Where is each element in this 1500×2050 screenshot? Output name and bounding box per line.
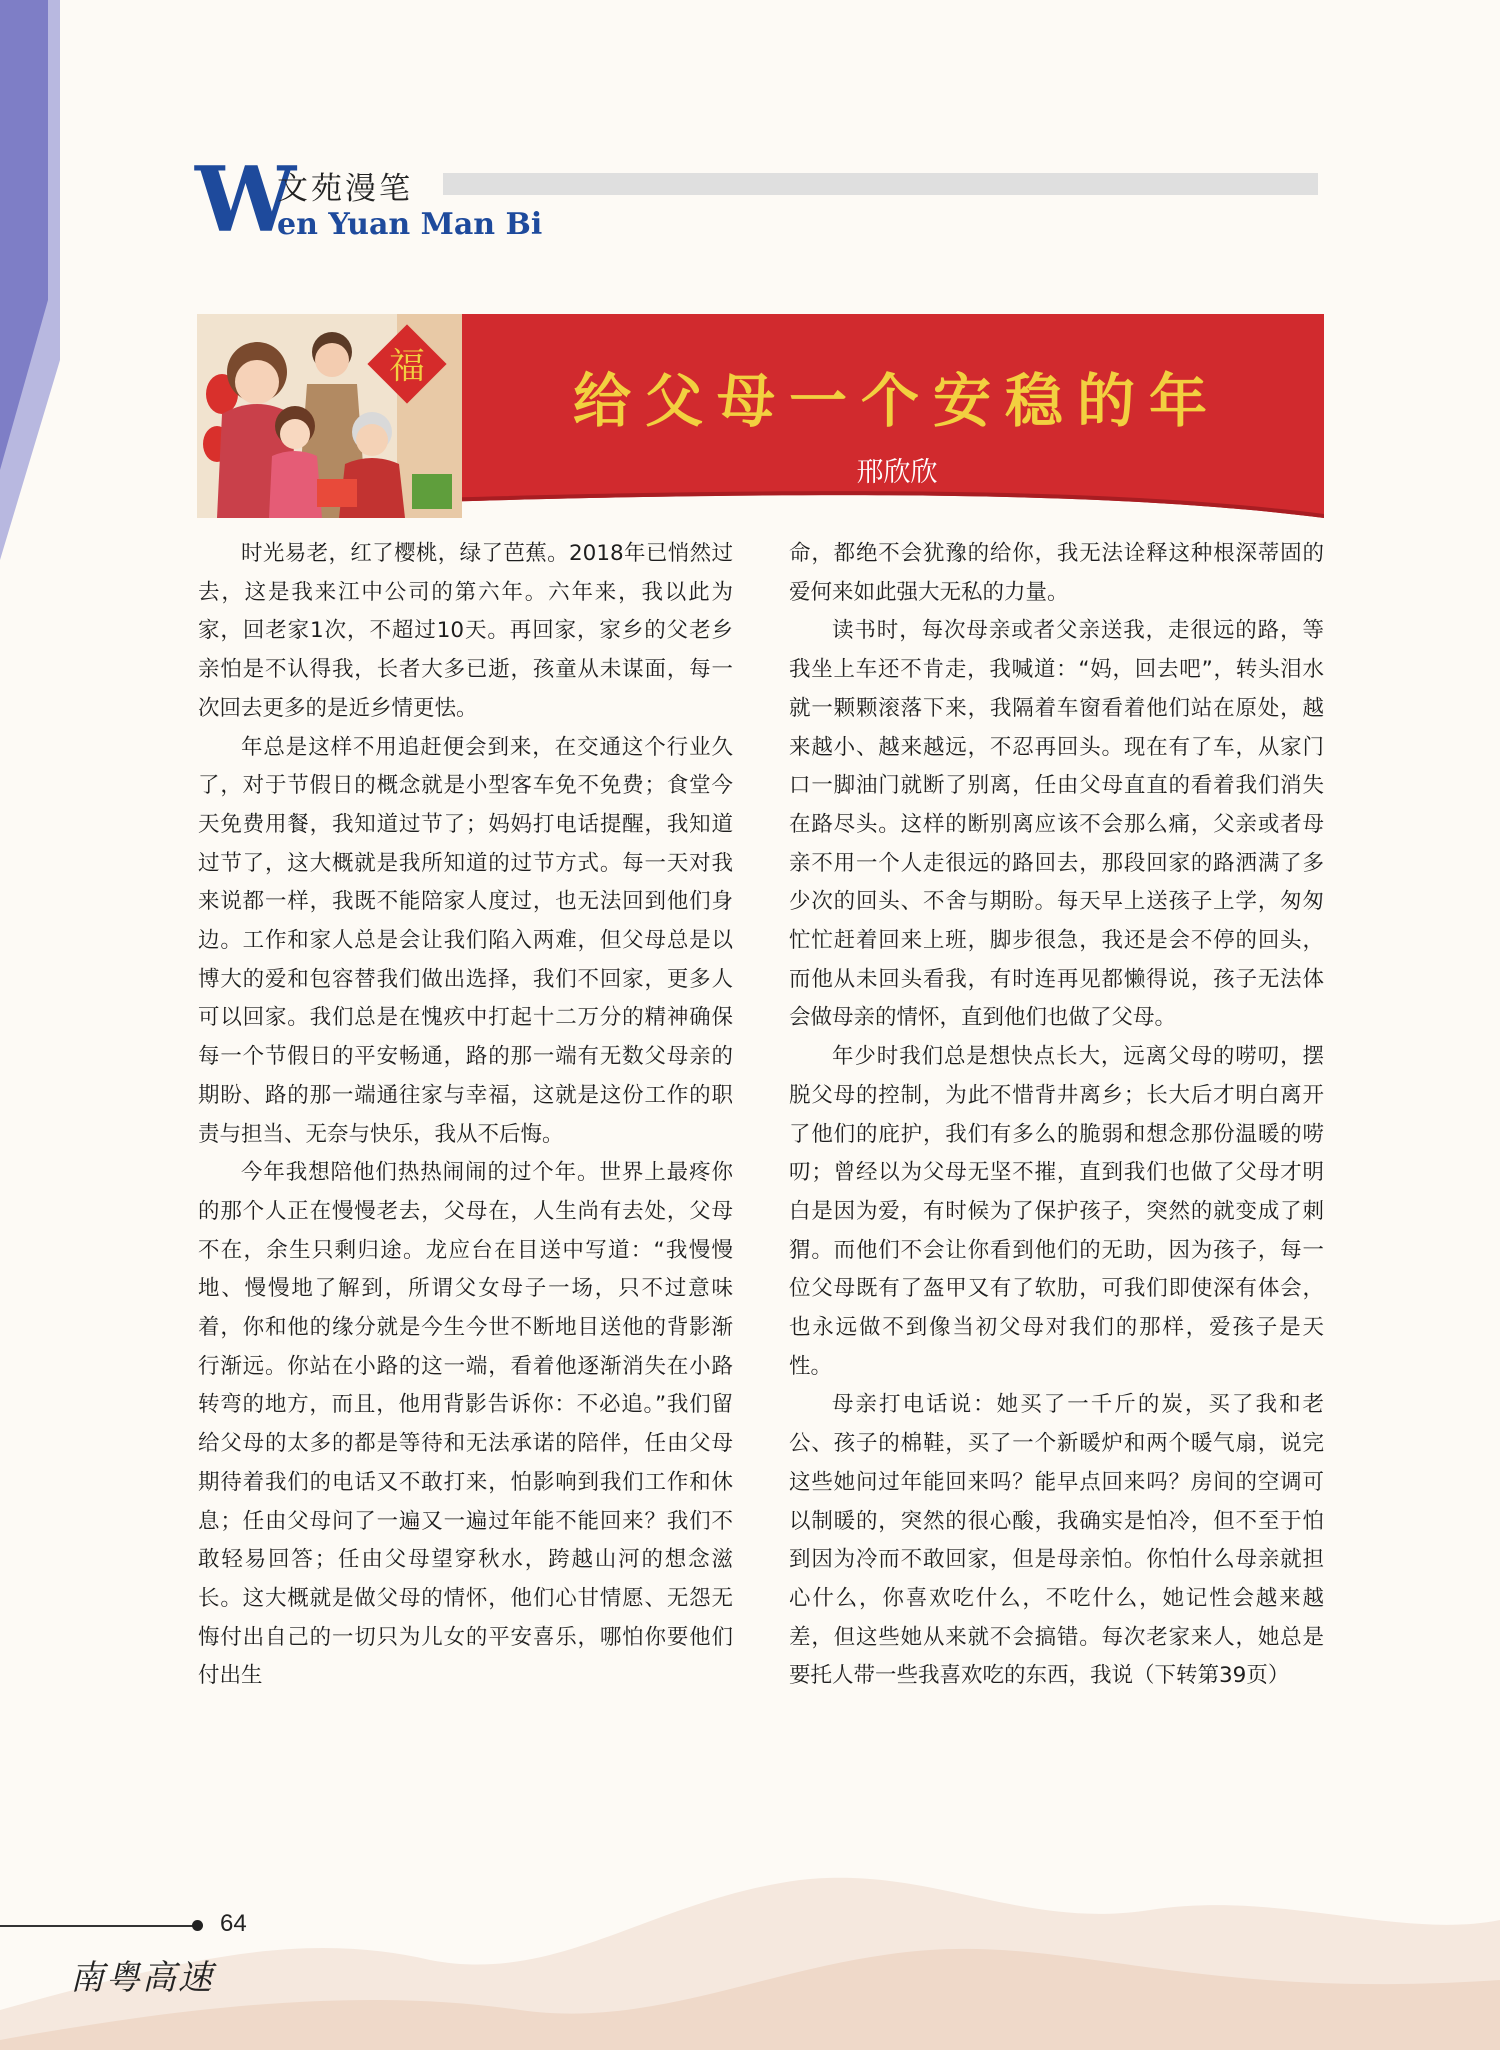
paragraph: 年少时我们总是想快点长大，远离父母的唠叨，摆脱父母的控制，为此不惜背井离乡；长大后才明白离开了他们的庇护，我们有多么的脆弱和想念那份温暖的唠叨；曾经以为父母无坚不摧，直到我们也做了父母才明白是因为爱，有时候为了保护孩子，突然的就变成了刺猬。而他们不会让你看到他们的无助，因为孩子，每一位父母既有了盔甲又有了软肋，可我们即使深有体会，也永远做不到像当初父母对我们的那样，爱孩子是天性。 (789, 1044, 1324, 1379)
article-right-column (789, 535, 1324, 1696)
article-left-column (198, 535, 733, 1696)
fu-character: 福 (388, 346, 426, 387)
left-decoration (0, 0, 60, 560)
paragraph: 时光易老，红了樱桃，绿了芭蕉。2018年已悄然过去，这是我来江中公司的第六年。六年来，我以此为家，回老家1次，不超过10天。再回家，家乡的父老乡亲怕是不认得我，长者大多已逝，孩童从未谋面，每一次回去更多的是近乡情更怯。 (198, 541, 733, 721)
section-initial: W (195, 147, 297, 253)
page-number: 64 (220, 1910, 247, 1937)
magazine-logo: 南粤高速 (70, 1958, 214, 1998)
section-title-en: en Yuan Man Bi (277, 207, 543, 242)
article-banner (197, 314, 1324, 518)
header-bar (443, 173, 1318, 195)
paragraph: 今年我想陪他们热热闹闹的过个年。世界上最疼你的那个人正在慢慢老去，父母在，人生尚有去处，父母不在，余生只剩归途。龙应台在目送中写道：“我慢慢地、慢慢地了解到，所谓父女母子一场，只不过意味着，你和他的缘分就是今生今世不断地目送他的背影渐行渐远。你站在小路的这一端，看着他逐渐消失在小路转弯的地方，而且，他用背影告诉你：不必追。”我们留给父母的太多的都是等待和无法承诺的陪伴，任由父母期待着我们的电话又不敢打来，怕影响到我们工作和休息；任由父母问了一遍又一遍过年能不能回来？我们不敢轻易回答；任由父母望穿秋水，跨越山河的想念滋长。这大概就是做父母的情怀，他们心甘情愿、无怨无悔付出自己的一切只为儿女的平安喜乐，哪怕你要他们付出生 (198, 1160, 733, 1689)
footer-rule (0, 1925, 195, 1927)
article-author: 邢欣欣 (856, 457, 938, 488)
paragraph: 年总是这样不用追赶便会到来，在交通这个行业久了，对于节假日的概念就是小型客车免不免费；食堂今天免费用餐，我知道过节了；妈妈打电话提醒，我知道过节了，这大概就是我所知道的过节方式。每一天对我来说都一样，我既不能陪家人度过，也无法回到他们身边。工作和家人总是会让我们陷入两难，但父母总是以博大的爱和包容替我们做出选择，我们不回家，更多人可以回家。我们总是在愧疚中打起十二万分的精神确保每一个节假日的平安畅通，路的那一端有无数父母亲的期盼、路的那一端通往家与幸福，这就是这份工作的职责与担当、无奈与快乐，我从不后悔。 (198, 734, 733, 1147)
paragraph: 母亲打电话说：她买了一千斤的炭，买了我和老公、孩子的棉鞋，买了一个新暖炉和两个暖气扇，说完这些她问过年能回来吗？能早点回来吗？房间的空调可以制暖的，突然的很心酸，我确实是怕冷，但不至于怕到因为冷而不敢回家，但是母亲怕。你怕什么母亲就担心什么，你喜欢吃什么，不吃什么，她记性会越来越差，但这些她从来就不会搞错。每次老家来人，她总是要托人带一些我喜欢吃的东西，我说（下转第39页） (789, 1392, 1324, 1689)
footer-dot (192, 1920, 203, 1931)
family-illustration (197, 314, 462, 518)
paragraph: 读书时，每次母亲或者父亲送我，走很远的路，等我坐上车还不肯走，我喊道：“妈，回去吧”，转头泪水就一颗颗滚落下来，我隔着车窗看着他们站在原处，越来越小、越来越远，不忍再回头。现在有了车，从家门口一脚油门就断了别离，任由父母直直的看着我们消失在路尽头。这样的断别离应该不会那么痛，父亲或者母亲不用一个人走很远的路回去，那段回家的路洒满了多少次的回头、不舍与期盼。每天早上送孩子上学，匆匆忙忙赶着回来上班，脚步很急，我还是会不停的回头，而他从未回头看我，有时连再见都懒得说，孩子无法体会做母亲的情怀，直到他们也做了父母。 (789, 618, 1324, 1031)
section-title-cn: 文苑漫笔 (277, 171, 413, 207)
paragraph-continued: 命，都绝不会犹豫的给你，我无法诠释这种根深蒂固的爱何来如此强大无私的力量。 (789, 541, 1324, 605)
section-header (195, 147, 1325, 253)
article-title: 给父母一个安稳的年 (572, 367, 1221, 435)
